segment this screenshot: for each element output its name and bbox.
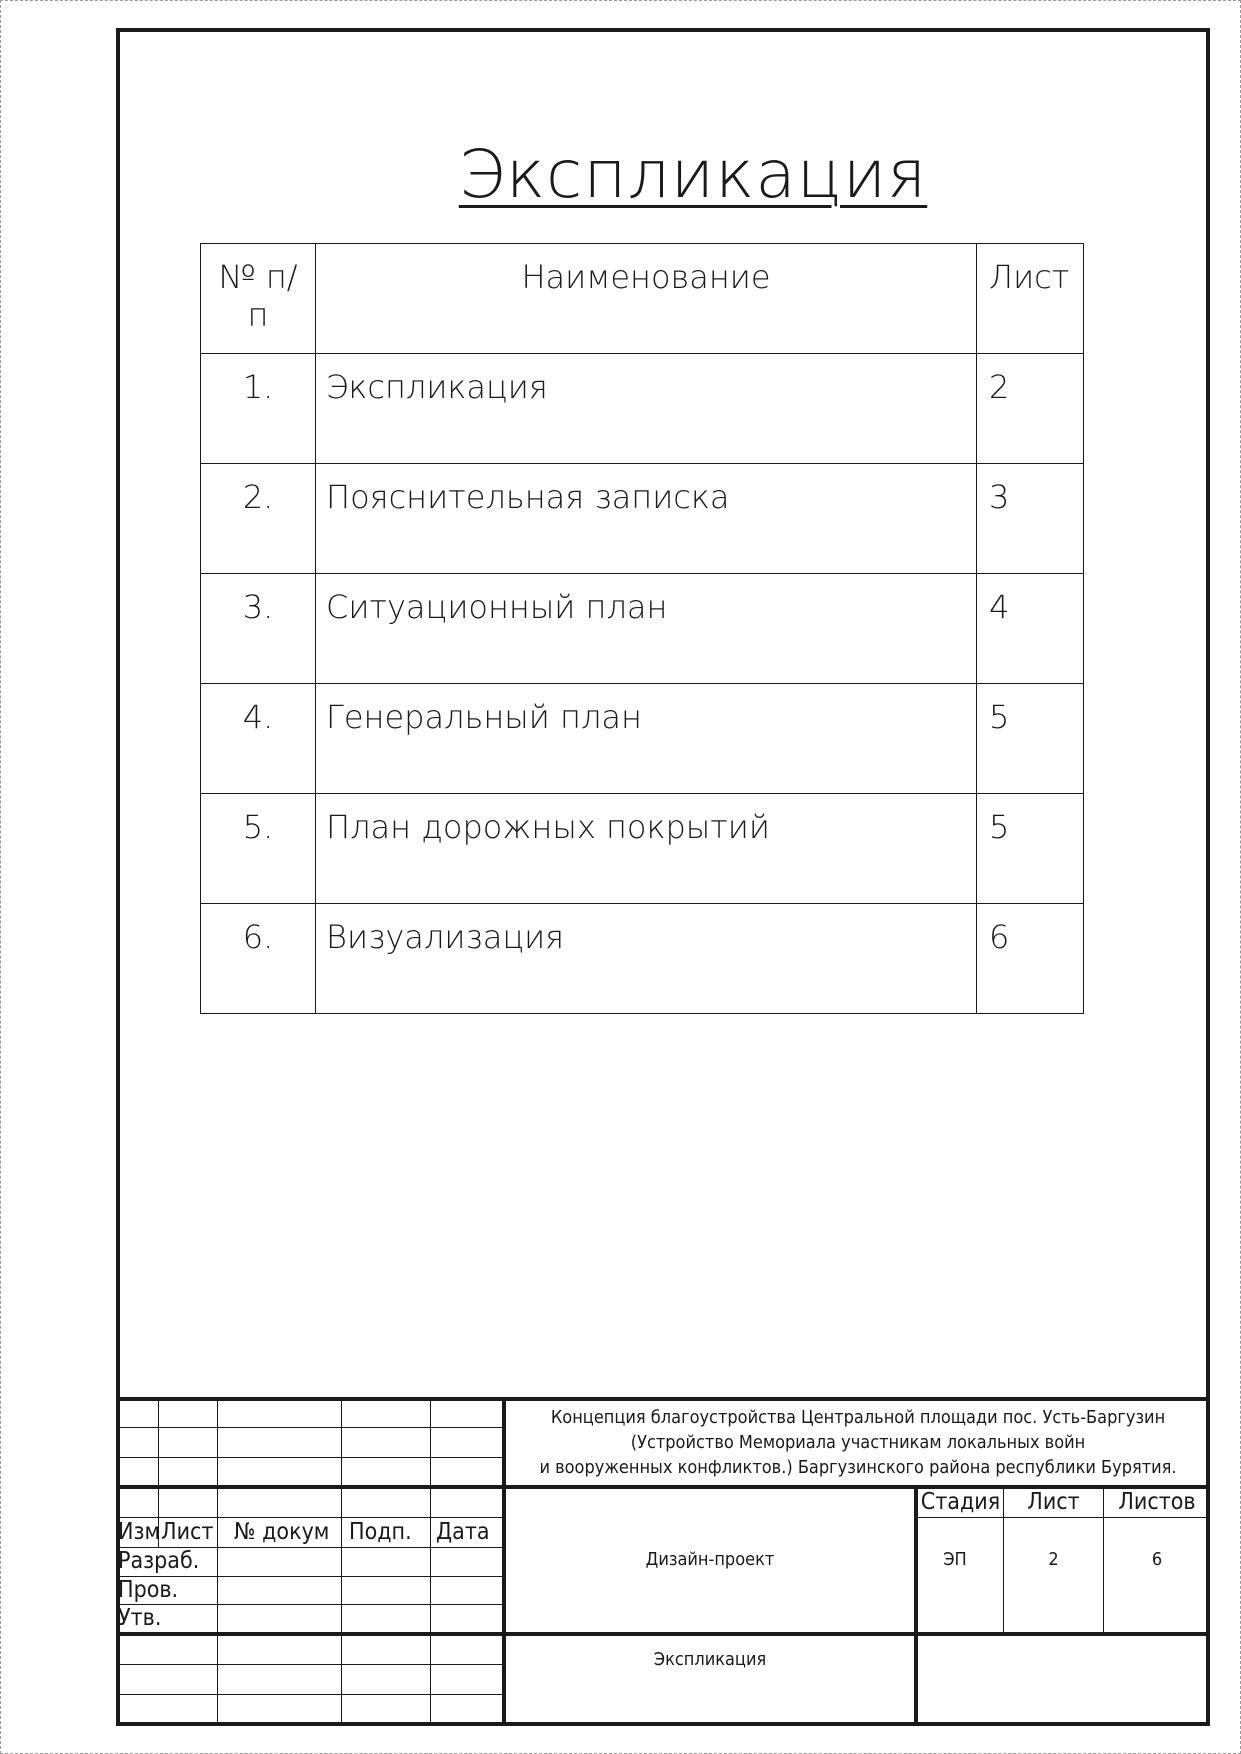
stamp-thin-rule <box>116 1604 502 1605</box>
row-num: 1. <box>201 354 316 464</box>
row-sheet: 2 <box>977 354 1084 464</box>
stamp-top-border <box>116 1397 1210 1401</box>
stamp-rule <box>116 1632 1210 1636</box>
stamp-thin-col <box>341 1397 342 1726</box>
row-sheet: 6 <box>977 904 1084 1014</box>
doc-type: Дизайн-проект <box>645 1549 775 1570</box>
role-approver: Утв. <box>118 1605 162 1631</box>
stamp-thin-rule <box>116 1517 502 1518</box>
header-sheet: Лист <box>977 244 1084 354</box>
sheet-label: Лист <box>1027 1489 1080 1515</box>
project-line-2: (Устройство Мемориала участникам локальных войн <box>630 1432 1086 1453</box>
row-sheet: 5 <box>977 794 1084 904</box>
stage-value: ЭП <box>943 1549 967 1570</box>
stamp-thin-rule <box>116 1694 502 1695</box>
row-name: Генеральный план <box>316 684 977 794</box>
table-row <box>201 574 1084 684</box>
row-num: 4. <box>201 684 316 794</box>
page-title: Экспликация <box>458 136 928 213</box>
explication-table <box>200 243 1084 1014</box>
header-num: № п/п <box>201 244 316 354</box>
col-doc: № докум <box>234 1519 330 1545</box>
table-row <box>201 794 1084 904</box>
sheets-value: 6 <box>1151 1549 1163 1570</box>
table-row <box>201 684 1084 794</box>
stamp-thin-rule <box>116 1427 502 1428</box>
col-sign: Подп. <box>349 1519 412 1545</box>
row-num: 2. <box>201 464 316 574</box>
table-row <box>201 904 1084 1014</box>
project-line-3: и вооруженных конфликтов.) Баргузинского района республики Бурятия. <box>539 1457 1177 1478</box>
col-list: Лист <box>161 1519 214 1545</box>
header-name: Наименование <box>316 244 977 354</box>
table-header-row <box>201 244 1084 354</box>
row-name: Ситуационный план <box>316 574 977 684</box>
row-num: 5. <box>201 794 316 904</box>
stage-label: Стадия <box>920 1489 1001 1515</box>
stamp-thin-rule <box>116 1457 502 1458</box>
row-sheet: 3 <box>977 464 1084 574</box>
stamp-thin-rule <box>918 1517 1210 1518</box>
row-num: 6. <box>201 904 316 1014</box>
sheet-title: Экспликация <box>653 1649 767 1670</box>
row-num: 3. <box>201 574 316 684</box>
role-developer: Разраб. <box>118 1548 200 1574</box>
sheet-value: 2 <box>1048 1549 1059 1570</box>
row-name: План дорожных покрытий <box>316 794 977 904</box>
row-name: Пояснительная записка <box>316 464 977 574</box>
stamp-thin-rule <box>116 1664 502 1665</box>
sheets-label: Листов <box>1118 1489 1196 1515</box>
stamp-thin-col <box>430 1397 431 1726</box>
role-checker: Пров. <box>118 1577 179 1603</box>
table-row <box>201 354 1084 464</box>
row-sheet: 4 <box>977 574 1084 684</box>
stamp-thin-col <box>217 1397 218 1726</box>
row-name: Экспликация <box>316 354 977 464</box>
title-block <box>116 1397 1210 1726</box>
row-name: Визуализация <box>316 904 977 1014</box>
table-row <box>201 464 1084 574</box>
stamp-divider <box>914 1485 918 1726</box>
col-izm: Изм <box>118 1519 161 1545</box>
row-sheet: 5 <box>977 684 1084 794</box>
project-line-1: Концепция благоустройства Центральной площади пос. Усть-Баргузин <box>550 1407 1166 1428</box>
col-date: Дата <box>436 1519 490 1545</box>
